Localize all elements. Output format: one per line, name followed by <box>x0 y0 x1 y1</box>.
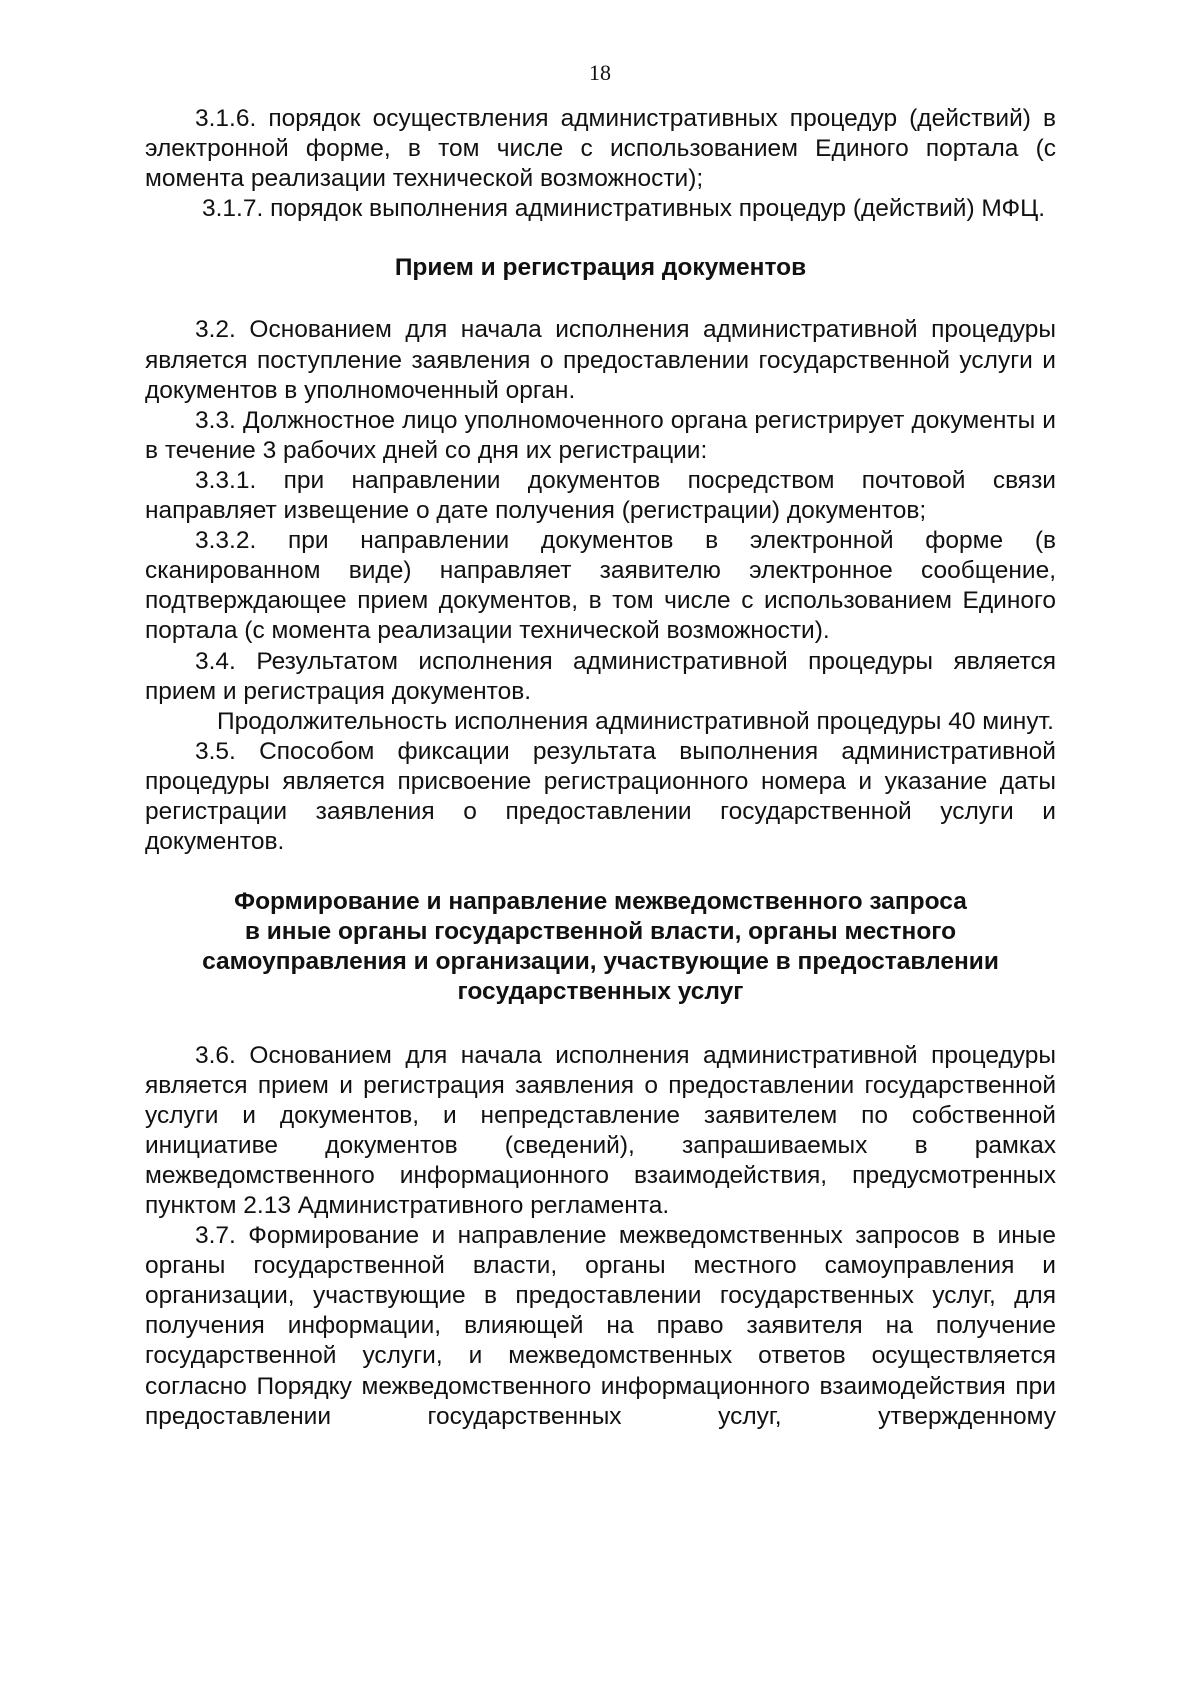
paragraph-3-3: 3.3. Должностное лицо уполномоченного органа регистрирует документы и в течение 3 рабочих дней со дня их регистрации: <box>145 406 1056 464</box>
heading-line: самоуправления и организации, участвующие в предоставлении <box>202 948 999 976</box>
paragraph-3-1-6: 3.1.6. порядок осуществления административных процедур (действий) в электронной форме, в том числе с использованием Единого портала (с момента реализации технической возможности); <box>145 105 1056 193</box>
paragraph-3-3-2: 3.3.2. при направлении документов в электронной форме (в сканированном виде) направляет заявителю электронное сообщение, подтверждающее прием документов, в том числе с использованием Единого портала (с момента реализации технической возможности). <box>145 527 1056 645</box>
section-heading-interagency-request <box>145 887 1056 1007</box>
paragraph-3-5: 3.5. Способом фиксации результата выполнения административной процедуры является присвоение регистрационного номера и указание даты регистрации заявления о предоставлении государственной услуги и документов. <box>145 737 1056 856</box>
document-body <box>145 104 1056 1432</box>
section-heading-registration: Прием и регистрация документов <box>394 254 807 282</box>
page-number: 18 <box>589 60 611 85</box>
heading-line: Формирование и направление межведомственного запроса <box>234 888 967 916</box>
paragraph-3-7: 3.7. Формирование и направление межведомственных запросов в иные органы государственной власти, органы местного самоуправления и организации, участвующие в предоставлении государственных услуг, для получения информации, влияющей на право заявителя на получение государственной услуги, и межведомственных ответов осуществляется согласно Порядку межведомственного информационного взаимодействия при предоставлении государственных услуг, утвержденному <box>145 1222 1056 1430</box>
paragraph-3-1-7: 3.1.7. порядок выполнения административных процедур (действий) МФЦ. <box>202 195 1046 223</box>
paragraph-3-2: 3.2. Основанием для начала исполнения административной процедуры является поступление заявления о предоставлении государственной услуги и документов в уполномоченный орган. <box>145 316 1056 404</box>
paragraph-3-3-1: 3.3.1. при направлении документов посредством почтовой связи направляет извещение о дате получения (регистрации) документов; <box>145 466 1056 525</box>
paragraph-3-6: 3.6. Основанием для начала исполнения административной процедуры является прием и регистрация заявления о предоставлении государственной услуги и документов, и непредставление заявителем по собственной инициативе документов (сведений), запрашиваемых в рамках межведомственного информационного взаимодействия, предусмотренных пунктом 2.13 Административного регламента. <box>145 1041 1056 1219</box>
paragraph-duration: Продолжительность исполнения административной процедуры 40 минут. <box>217 707 1054 735</box>
heading-line: государственных услуг <box>457 978 744 1006</box>
heading-line: в иные органы государственной власти, органы местного <box>244 918 957 946</box>
paragraph-3-4: 3.4. Результатом исполнения административной процедуры является прием и регистрация документов. <box>145 647 1056 705</box>
